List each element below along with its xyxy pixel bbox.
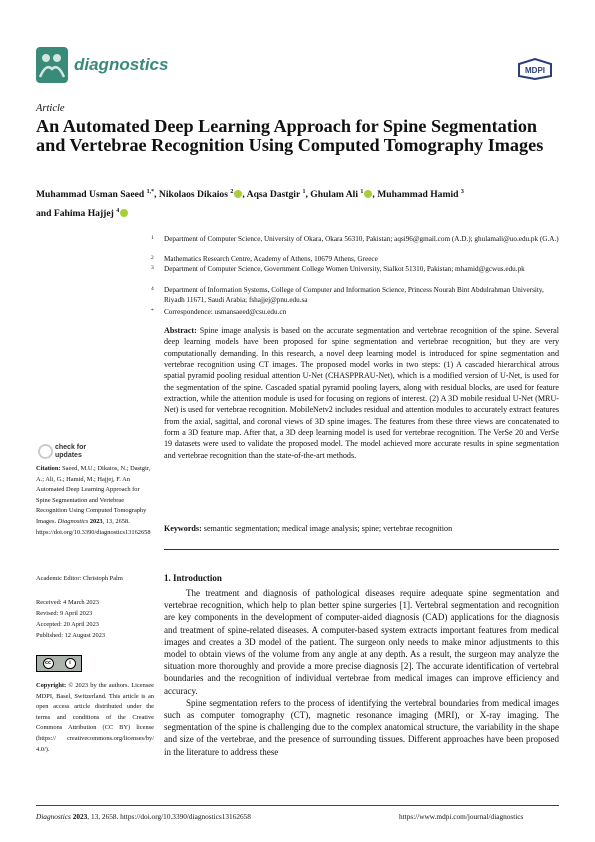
abstract-text: Spine image analysis is based on the accurate segmentation and vertebrae recognition of the spine. Several deep learning models have been proposed for spine segmentation and vertebrae recognition, but they are very computationally demanding. In this research, a novel deep learning model is introduced for spine segmentation and vertebrae recognition using CT images. The proposed model works in two steps: (1) A cascaded hierarchical atrous spatial pyramid pooling residual attention U-Net (CHASPPRAU-Net), which is a modified version of U-Net, is used for the segmentation of the spine. Cascaded spatial pyramid pooling layers, along with residual blocks, are used for feature extraction, while the attention module is used for focusing on regions of interest. (2) A 3D mobile residual U-Net (MRU-Net) is used for vertebrae recognition. MobileNetv2 includes residual and attention modules to accurately extract features from the axial, sagittal, and coronal views of 3D spine images. The features from these three views are concatenated to form a 3D feature map. After that, a 3D deep learning model is used for vertebrae recognition. The VerSe 20 and VerSe 19 datasets were used to validate the proposed model. The model achieved more accurate results in spine segmentation and vertebrae recognition than the state-of-the-art methods. bbox=[164, 326, 559, 460]
published-date: Published: 12 August 2023 bbox=[36, 632, 106, 639]
author-name: Aqsa Dastgir bbox=[246, 189, 301, 200]
footer-citation: Diagnostics 2023, 13, 2658. https://doi.org/10.3390/diagnostics13162658 bbox=[36, 812, 251, 821]
affiliation-1: 1 Department of Computer Science, University of Okara, Okara 56310, Pakistan; aqsi96@gmail.com (A.D.); ghulamali@uo.edu.pk (G.A.) bbox=[151, 235, 559, 243]
correspondence: * Correspondence: usmansaeed@csu.edu.cn bbox=[151, 308, 287, 316]
cc-by-license-badge[interactable] bbox=[36, 655, 82, 672]
orcid-icon[interactable] bbox=[120, 209, 128, 217]
journal-logo-icon bbox=[36, 47, 68, 83]
affiliation-3: 3 Department of Computer Science, Government College Women University, Sialkot 51310, Pakistan; mhamid@gcwus.edu.pk bbox=[151, 265, 525, 273]
author-list: Muhammad Usman Saeed $^{1,*}$, Nikolaos Dikaios $^2$ , Aqsa Dastgir $^1$, Ghulam Ali $^1$ , Muhammad Hamid $^3$ and Fahima Hajjej $^4$ bbox=[36, 189, 464, 219]
svg-text:MDPI: MDPI bbox=[525, 66, 545, 75]
affiliation-4: 4 Department of Information Systems, College of Computer and Information Science, Princess Nourah Bint Abdulrahman University, Riyadh 11671, Saudi Arabia; fshajjej@pnu.edu.sa bbox=[151, 286, 544, 304]
author-name: Muhammad Hamid bbox=[377, 189, 459, 200]
check-for-updates-button[interactable]: check for updates bbox=[55, 444, 87, 459]
orcid-icon[interactable] bbox=[364, 190, 372, 198]
affiliation-2: 2 Mathematics Research Centre, Academy of Athens, 10679 Athens, Greece bbox=[151, 255, 378, 263]
paragraph: Spine segmentation refers to the process of identifying the vertebral boundaries from medical images such as computer tomography (CT), magnetic resonance imaging (MRI), or X-ray imaging. The segmentation of the spine is challenging due to the complex anatomical structure, the variability in the shape and size of the vertebrae, and the presence of surrounding tissues. Different approaches have been proposed in the literature to address these bbox=[164, 697, 559, 757]
attribution-icon: i bbox=[65, 658, 76, 669]
section-divider bbox=[164, 549, 559, 550]
abstract bbox=[164, 325, 559, 461]
author-name: Fahima Hajjej bbox=[53, 208, 114, 219]
copyright-block: Copyright: © 2023 by the authors. Licensee MDPI, Basel, Switzerland. This article is an open access article distributed under the terms and conditions of the Creative Commons Attribution (CC BY) license (https:// creativecommons.org/licenses/by/ 4.0/). bbox=[36, 682, 154, 753]
journal-name[interactable]: diagnostics bbox=[74, 55, 169, 74]
accepted-date: Accepted: 20 April 2023 bbox=[36, 621, 100, 628]
footer-journal-url[interactable]: https://www.mdpi.com/journal/diagnostics bbox=[399, 812, 524, 821]
article-type: Article bbox=[36, 103, 65, 114]
revised-date: Revised: 9 April 2023 bbox=[36, 610, 93, 617]
abstract-label: Abstract: bbox=[164, 326, 197, 335]
keywords bbox=[164, 523, 559, 534]
check-for-updates-icon[interactable] bbox=[38, 444, 53, 459]
author-name: Muhammad Usman Saeed bbox=[36, 189, 145, 200]
mdpi-logo[interactable] bbox=[516, 58, 554, 80]
paragraph: The treatment and diagnosis of pathological diseases require adequate spine segmentation and vertebrae recognition, which help to plan better spine surgeries [1]. Vertebral segmentation and recognition are key components in the development of computer-aided diagnosis (CAD) applications for the diagnosis and treatment of spine-related diseases. A computer-based system extracts important features from medical images and creates a 3D model of the patient. The surgeon only needs to make minor adjustments to this model to obtain views of the volume from any angle at any depth. As a result, the surgeon may analyze the situation more thoroughly and provide a more precise diagnosis [2]. The accurate identification of vertebral boundaries and the recognition of individual vertebrae from medical images can improve efficiency and accuracy. bbox=[164, 588, 559, 696]
orcid-icon[interactable] bbox=[234, 190, 242, 198]
author-name: Ghulam Ali bbox=[310, 189, 358, 200]
footer-divider bbox=[36, 805, 559, 806]
keywords-text: semantic segmentation; medical image analysis; spine; vertebrae recognition bbox=[203, 524, 453, 533]
section-heading: 1. Introduction bbox=[164, 573, 222, 583]
introduction-body bbox=[164, 587, 559, 758]
citation-block: Citation: Saeed, M.U.; Dikaios, N.; Dastgir, A.; Ali, G.; Hamid, M.; Hajjej, F. An Automated Deep Learning Approach for Spine Segmentation and Vertebrae Recognition Using Computed Tomography Images. Diagnostics 2023, 13, 2658. https://doi.org/10.3390/diagnostics13162658 bbox=[36, 465, 151, 536]
academic-editor: Academic Editor: Christoph Palm bbox=[36, 575, 123, 582]
received-date: Received: 4 March 2023 bbox=[36, 599, 99, 606]
cc-icon: cc bbox=[43, 658, 54, 669]
author-name: Nikolaos Dikaios bbox=[158, 189, 228, 200]
article-title: An Automated Deep Learning Approach for Spine Segmentation and Vertebrae Recognition Using Computed Tomography Images bbox=[36, 116, 544, 155]
keywords-label: Keywords: bbox=[164, 524, 202, 533]
